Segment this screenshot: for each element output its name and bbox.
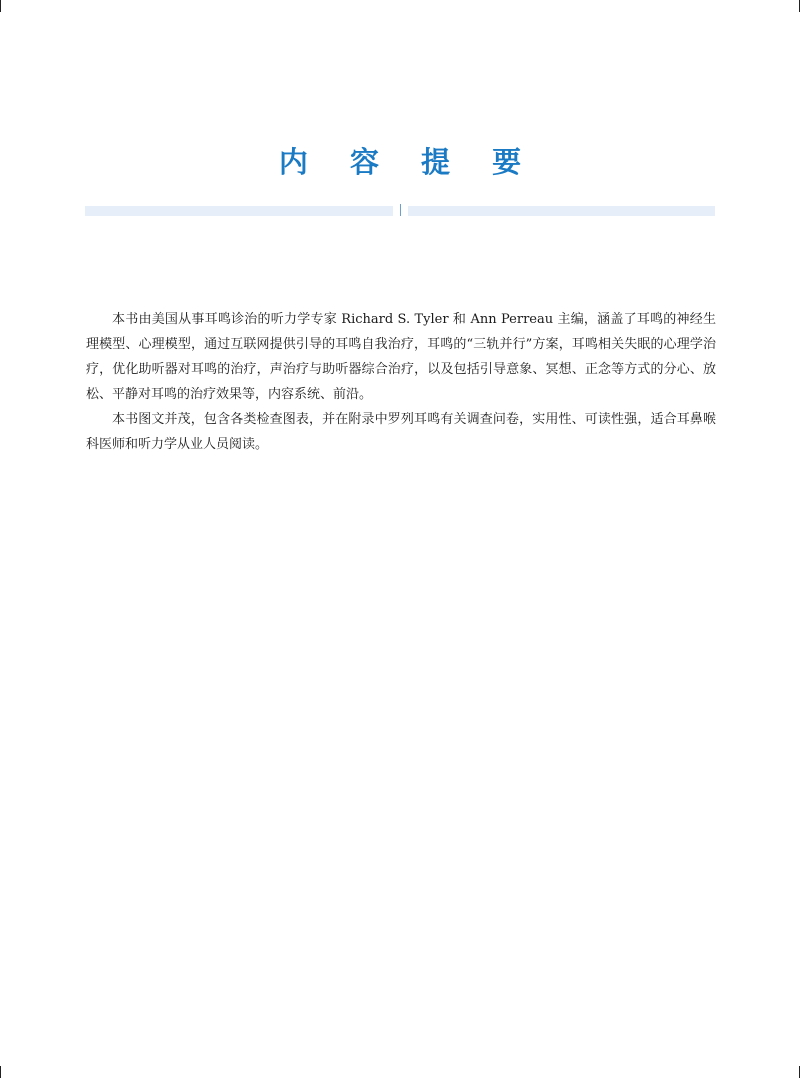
crop-mark-bottom-left: [0, 1066, 1, 1078]
summary-paragraph-2: 本书图文并茂，包含各类检查图表，并在附录中罗列耳鸣有关调查问卷，实用性、可读性强，适合耳鼻喉科医师和听力学从业人员阅读。: [86, 412, 716, 452]
crop-mark-top-left: [0, 0, 1, 12]
page-title: 内 容 提 要: [278, 145, 538, 179]
title-rule-divider: [400, 204, 401, 216]
summary-body: [86, 307, 716, 457]
title-rule-right: [408, 206, 715, 216]
summary-paragraph-1: 本书由美国从事耳鸣诊治的听力学专家 Richard S. Tyler 和 Ann Perreau 主编，涵盖了耳鸣的神经生理模型、心理模型，通过互联网提供引导的耳鸣自我治疗，耳鸣的“三轨并行”方案，耳鸣相关失眠的心理学治疗，优化助听器对耳鸣的治疗，声治疗与助听器综合治疗，以及包括引导意象、冥想、正念等方式的分心、放松、平静对耳鸣的治疗效果等，内容系统、前沿。: [86, 312, 716, 402]
title-rule-left: [85, 206, 393, 216]
